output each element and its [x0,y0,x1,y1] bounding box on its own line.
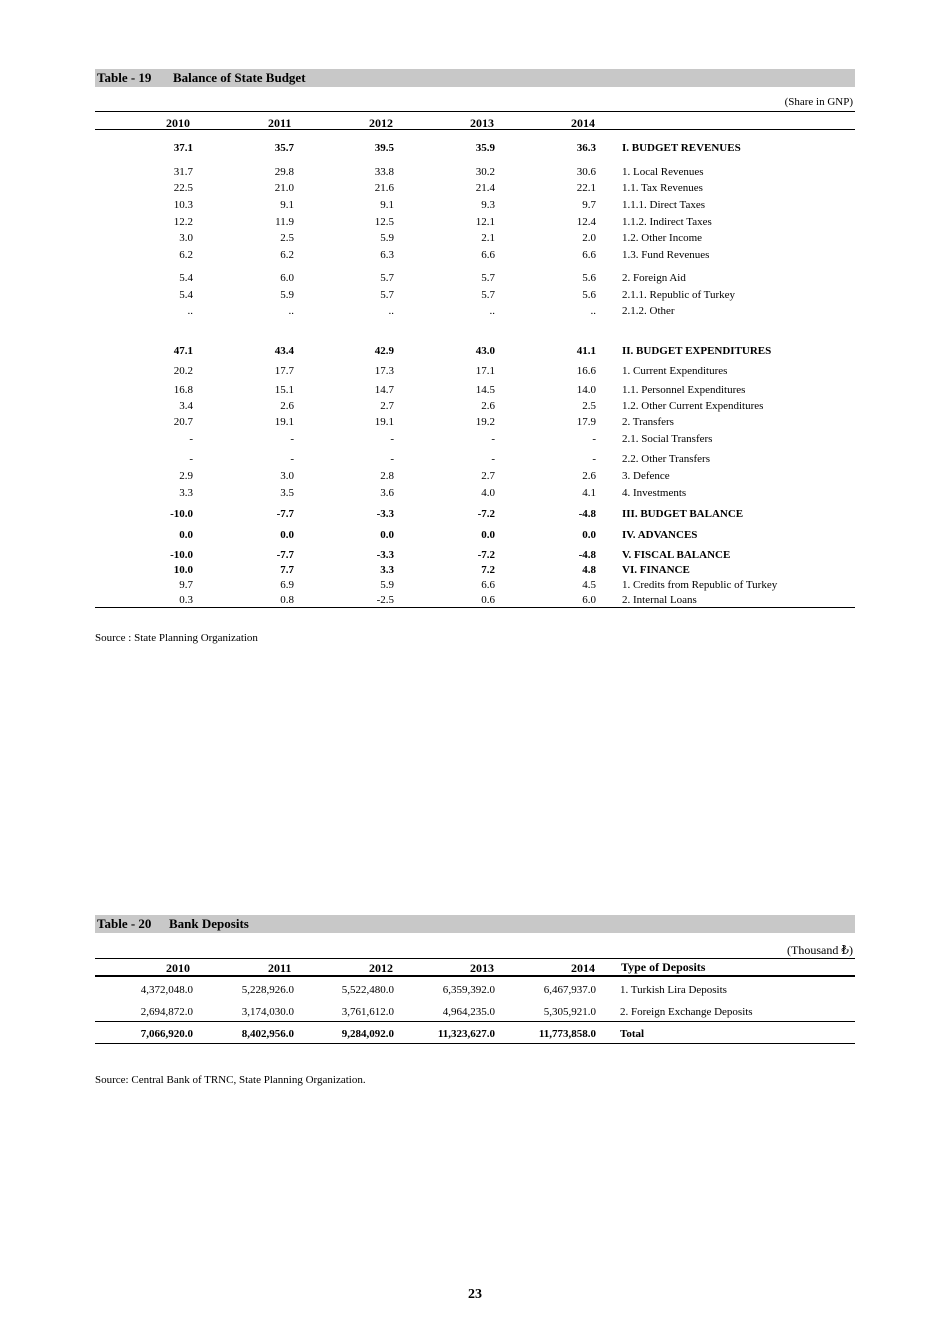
table-cell-value: 17.7 [274,365,294,377]
table-cell-value: 41.1 [576,345,596,357]
table-row [95,166,855,180]
table-cell-value: -7.2 [477,508,495,520]
table20-number: Table - 20 [97,916,152,931]
table-row [95,508,855,522]
table-cell-value: 5.7 [481,289,495,301]
table-cell-value: 3.6 [380,487,394,499]
table-row [95,470,855,484]
table20-year-header: 2011 [268,961,292,975]
table-cell-value: 2.5 [582,400,596,412]
table19-year-header: 2014 [571,116,595,130]
table-row [95,305,855,319]
table-cell-value: 21.4 [475,182,495,194]
table-row [95,182,855,196]
table-cell-value: 5.7 [380,272,394,284]
table-row [95,199,855,213]
table-cell-value: 20.7 [173,416,193,428]
table-cell-value: 3.3 [380,564,394,576]
table-row-label: VI. FINANCE [622,564,690,576]
table-cell-value: 5.4 [179,272,193,284]
table-cell-value: 36.3 [576,142,596,154]
table-cell-value: 5.9 [380,232,394,244]
table-cell-value: 35.7 [274,142,294,154]
table-cell-value: 3.4 [179,400,193,412]
table-cell-value: 42.9 [374,345,394,357]
table-row-label: 2.2. Other Transfers [622,453,710,465]
table-row [95,384,855,398]
table-cell-value: 17.9 [576,416,596,428]
table-cell-value: 6.3 [380,249,394,261]
table-cell-value: 6.0 [280,272,294,284]
table-cell-value: 6.9 [280,579,294,591]
table-cell-value: -10.0 [170,508,193,520]
table-cell-value: .. [388,305,394,317]
table-row-label: 2.1. Social Transfers [622,433,713,445]
table-cell-value: 0.0 [179,529,193,541]
table-cell-value: 0.6 [481,594,495,606]
table-row-label: 2. Foreign Aid [622,272,686,284]
table-cell-value: 19.1 [374,416,394,428]
table-cell-value: 21.6 [374,182,394,194]
table19-year-header: 2011 [268,116,292,130]
table-row-label: II. BUDGET EXPENDITURES [622,345,772,357]
table-cell-value: - [491,453,495,465]
table-row [95,1028,855,1042]
table-cell-value: -3.3 [376,508,394,520]
table-cell-value: 2.5 [280,232,294,244]
table-cell-value: 12.5 [374,216,394,228]
table-cell-value: 6.2 [179,249,193,261]
table-row [95,289,855,303]
table19-number: Table - 19 [97,70,152,85]
table20-unit: (Thousand ₺) [787,943,853,957]
table-cell-value: 47.1 [173,345,193,357]
table-row-label: 1. Local Revenues [622,166,704,178]
table-row-label: 1.1.1. Direct Taxes [622,199,706,211]
table-cell-value: 22.1 [576,182,596,194]
table-row [95,579,855,593]
table-row-label: 1.2. Other Current Expenditures [622,400,764,412]
table20-year-header: 2013 [470,961,494,975]
table-row [95,249,855,263]
table-row-label: V. FISCAL BALANCE [622,549,731,561]
table-cell-value: 3.0 [179,232,193,244]
table-row [95,345,855,359]
table-cell-value: 3.5 [280,487,294,499]
table-cell-value: 7.2 [481,564,495,576]
table-cell-value: 39.5 [374,142,394,154]
table-cell-value: 5,522,480.0 [341,984,394,996]
table-cell-value: 15.1 [274,384,294,396]
table-cell-value: .. [590,305,596,317]
table-cell-value: 5.9 [380,579,394,591]
table-cell-value: 43.0 [475,345,495,357]
table-cell-value: 22.5 [173,182,193,194]
table-cell-value: - [390,453,394,465]
table-cell-value: 5,228,926.0 [241,984,294,996]
table-cell-value: -10.0 [170,549,193,561]
table-cell-value: 33.8 [374,166,394,178]
table-cell-value: 14.0 [576,384,596,396]
table-cell-value: 29.8 [274,166,294,178]
table19-year-header: 2013 [470,116,494,130]
table-cell-value: 4.5 [582,579,596,591]
table-cell-value: 9.1 [380,199,394,211]
table20-top-rule [95,958,855,959]
table-cell-value: 3.3 [179,487,193,499]
table-row-label: 1.1. Personnel Expenditures [622,384,746,396]
table-cell-value: 2.6 [481,400,495,412]
table20-year-header: 2014 [571,961,595,975]
table-cell-value: -7.7 [276,508,294,520]
table-cell-value: 2.7 [380,400,394,412]
table-cell-value: 4,372,048.0 [140,984,193,996]
table-cell-value: 0.0 [481,529,495,541]
table19-title: Balance of State Budget [173,70,306,85]
table19-header-rule [95,129,855,130]
table-row-label: 1. Turkish Lira Deposits [620,984,727,996]
table-cell-value: 16.8 [173,384,193,396]
table20-source: Source: Central Bank of TRNC, State Planning Organization. [95,1074,366,1086]
table-cell-value: 2.6 [582,470,596,482]
table-row-label: 2.1.1. Republic of Turkey [622,289,736,301]
table-cell-value: - [290,433,294,445]
table-cell-value: .. [489,305,495,317]
table-row-label: 1.1. Tax Revenues [622,182,703,194]
table-row-label: 1.3. Fund Revenues [622,249,710,261]
table-cell-value: -4.8 [578,549,596,561]
table-cell-value: 10.3 [173,199,193,211]
table-row-label: 1. Credits from Republic of Turkey [622,579,778,591]
table19-title-bar [95,69,855,87]
table-cell-value: 4.8 [582,564,596,576]
table-cell-value: 11.9 [275,216,294,228]
table-cell-value: 19.2 [475,416,495,428]
table-cell-value: -2.5 [376,594,394,606]
table-cell-value: 0.8 [280,594,294,606]
table19-bottom-rule [95,607,855,608]
table-cell-value: -7.7 [276,549,294,561]
table-cell-value: 6.6 [481,249,495,261]
table-cell-value: 3,174,030.0 [241,1006,294,1018]
table-cell-value: 4.0 [481,487,495,499]
table-cell-value: - [390,433,394,445]
table-row-label: 1.1.2. Indirect Taxes [622,216,712,228]
table19-year-header: 2010 [166,116,190,130]
table-row [95,1006,855,1020]
table-cell-value: 5.9 [280,289,294,301]
table-row-label: III. BUDGET BALANCE [622,508,744,520]
table-cell-value: 11,323,627.0 [437,1028,495,1040]
table-cell-value: 0.3 [179,594,193,606]
table-cell-value: 6.2 [280,249,294,261]
table20-year-header: 2010 [166,961,190,975]
table-row-label: 2. Internal Loans [622,594,697,606]
table-cell-value: 43.4 [274,345,294,357]
table-row [95,365,855,379]
table-row-label: 3. Defence [622,470,670,482]
table-cell-value: 0.0 [280,529,294,541]
table-row [95,549,855,563]
table-cell-value: 11,773,858.0 [538,1028,596,1040]
table-cell-value: 6.0 [582,594,596,606]
table-cell-value: 7,066,920.0 [140,1028,193,1040]
table-cell-value: 9.7 [179,579,193,591]
table-cell-value: 20.2 [173,365,193,377]
table-row-label: 2. Foreign Exchange Deposits [620,1006,753,1018]
table-cell-value: 5,305,921.0 [543,1006,596,1018]
table-row [95,453,855,467]
table-cell-value: 5.7 [481,272,495,284]
table-cell-value: 31.7 [173,166,193,178]
table-row [95,216,855,230]
table-row [95,416,855,430]
table-cell-value: 12.4 [576,216,596,228]
table-row-label: 1. Current Expenditures [622,365,728,377]
table-cell-value: - [592,433,596,445]
table-cell-value: 4.1 [582,487,596,499]
table-cell-value: -7.2 [477,549,495,561]
table-cell-value: 19.1 [274,416,294,428]
table-cell-value: 2.8 [380,470,394,482]
table19-source: Source : State Planning Organization [95,632,258,644]
table-cell-value: 0.0 [582,529,596,541]
table-cell-value: 30.2 [475,166,495,178]
table-cell-value: 8,402,956.0 [241,1028,294,1040]
table-cell-value: 2.7 [481,470,495,482]
table-row [95,433,855,447]
table-cell-value: 37.1 [173,142,193,154]
table-row-label: 1.2. Other Income [622,232,703,244]
table-cell-value: - [592,453,596,465]
table-cell-value: 35.9 [475,142,495,154]
table-cell-value: 2.1 [481,232,495,244]
table-cell-value: 5.7 [380,289,394,301]
table-cell-value: 17.3 [374,365,394,377]
table-cell-value: 17.1 [475,365,495,377]
table19-unit: (Share in GNP) [784,96,853,108]
table20-type-header: Type of Deposits [621,960,706,974]
table-cell-value: 6.6 [481,579,495,591]
table-cell-value: - [290,453,294,465]
table-row [95,272,855,286]
table-cell-value: 2.6 [280,400,294,412]
table20-total-rule [95,1021,855,1022]
table-cell-value: 5.6 [582,289,596,301]
table20-title: Bank Deposits [169,916,249,931]
table-cell-value: 30.6 [576,166,596,178]
table-cell-value: 4,964,235.0 [442,1006,495,1018]
table-cell-value: 3.0 [280,470,294,482]
table-cell-value: 2,694,872.0 [140,1006,193,1018]
table-row [95,142,855,156]
table-row [95,984,855,998]
table-cell-value: 6.6 [582,249,596,261]
table-cell-value: 10.0 [173,564,193,576]
table20-bottom-rule [95,1043,855,1044]
table-cell-value: -4.8 [578,508,596,520]
table19-top-rule [95,111,855,112]
table-cell-value: - [189,433,193,445]
table-cell-value: .. [288,305,294,317]
table-row-label: I. BUDGET REVENUES [622,142,741,154]
table-row-label: 2. Transfers [622,416,674,428]
table-cell-value: 7.7 [280,564,294,576]
table-row [95,564,855,578]
table-row-label: 2.1.2. Other [622,305,675,317]
table-cell-value: 3,761,612.0 [341,1006,394,1018]
table-row [95,594,855,608]
table20-year-header: 2012 [369,961,393,975]
table-cell-value: 12.1 [475,216,495,228]
table-cell-value: 14.5 [475,384,495,396]
table-cell-value: 9.7 [582,199,596,211]
table-cell-value: - [491,433,495,445]
table-row [95,400,855,414]
table-cell-value: -3.3 [376,549,394,561]
table20-header-rule [95,975,855,977]
table-row [95,232,855,246]
table-cell-value: 21.0 [274,182,294,194]
table-cell-value: 6,467,937.0 [543,984,596,996]
table-cell-value: 5.6 [582,272,596,284]
table-cell-value: 2.9 [179,470,193,482]
table-cell-value: 12.2 [173,216,193,228]
table-row [95,529,855,543]
table-cell-value: .. [187,305,193,317]
table-row-label: IV. ADVANCES [622,529,698,541]
table-cell-value: 14.7 [374,384,394,396]
table-row-label: 4. Investments [622,487,687,499]
table-row [95,487,855,501]
table-cell-value: 0.0 [380,529,394,541]
table-cell-value: 9.3 [481,199,495,211]
table-cell-value: 9,284,092.0 [341,1028,394,1040]
table19-year-header: 2012 [369,116,393,130]
table-cell-value: 16.6 [576,365,596,377]
page-number: 23 [468,1287,482,1302]
table-cell-value: 5.4 [179,289,193,301]
table-cell-value: 2.0 [582,232,596,244]
table-row-label: Total [620,1028,645,1040]
table-cell-value: 9.1 [280,199,294,211]
table-cell-value: - [189,453,193,465]
table20-title-bar [95,915,855,933]
table-cell-value: 6,359,392.0 [442,984,495,996]
